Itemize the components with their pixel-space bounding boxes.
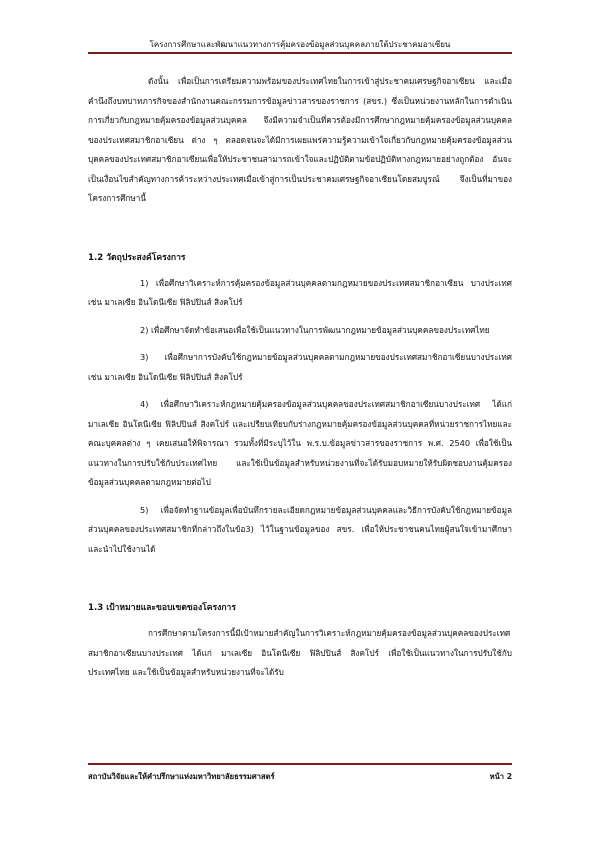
footer-divider bbox=[88, 763, 512, 765]
objective-item: 3) เพื่อศึกษาการบังคับใช้กฎหมายข้อมูลส่วนบุคคลตามกฎหมายของประเทศสมาชิกอาเซียนบางประเทศ เช่น มาเลเซีย อินโดนีเซีย ฟิลิปปินส์ สิงคโปร์ bbox=[88, 352, 512, 382]
page-number: หน้า 2 bbox=[489, 772, 512, 781]
objective-item: 5) เพื่อจัดทำฐานข้อมูลเพื่อบันทึกรายละเอียดกฎหมายข้อมูลส่วนบุคคลและวิธีการบังคับใช้กฎหมายข้อมูลส่วนบุคคลของประเทศสมาชิกที่กล่าวถึงในข้อ3) ไว้ในฐานข้อมูลของ สขร. เพื่อให้ประชาชนคนไทยผู้สนใจเข้ามาศึกษาและนำไปใช้งานได้ bbox=[88, 504, 512, 554]
objective-item: 4) เพื่อศึกษาวิเคราะห์กฎหมายคุ้มครองข้อมูลส่วนบุคคลของประเทศสมาชิกอาเซียนบางประเทศ ได้แก่ มาเลเซีย อินโดนีเซีย ฟิลิปปินส์ สิงคโปร์ และเปรียบเทียบกับร่างกฎหมายคุ้มครองข้อมูลส่วนบุคคลที่หน่วยราชการไทยและคณะบุคคลต่าง ๆ เคยเสนอให้พิจารณา รวมทั้งที่มีระบุไว้ใน พ.ร.บ.ข้อมูลข่าวสารของราชการ พ.ศ. 2540 เพื่อใช้เป็นแนวทางในการปรับใช้กับประเทศไทย และใช้เป็นข้อมูลสำหรับหน่วยงานที่จะได้รับมอบหมายให้รับผิดชอบงานคุ้มครองข้อมูลส่วนบุคคลตามกฎหมายต่อไป bbox=[88, 399, 512, 487]
objective-item: 2) เพื่อศึกษาจัดทำข้อเสนอเพื่อใช้เป็นแนวทางในการพัฒนากฎหมายข้อมูลส่วนบุคคลของประเทศไทย bbox=[140, 324, 490, 335]
running-header-title: โครงการศึกษาและพัฒนาแนวทางการคุ้มครองข้อมูลส่วนบุคคลภายใต้ประชาคมอาเซียน bbox=[149, 40, 451, 49]
objective-item: 1) เพื่อศึกษาวิเคราะห์การคุ้มครองข้อมูลส่วนบุคคลตามกฎหมายของประเทศสมาชิกอาเซียน บางประเทศ เช่น มาเลเซีย อินโดนีเซีย ฟิลิปปินส์ สิงคโปร์ bbox=[88, 277, 512, 307]
section-heading-scope: 1.3 เป้าหมายและขอบเขตของโครงการ bbox=[88, 603, 236, 613]
intro-paragraph: ดังนั้น เพื่อเป็นการเตรียมความพร้อมของประเทศไทยในการเข้าสู่ประชาคมเศรษฐกิจอาเซียน และเมื่อคำนึงถึงบทบาทภารกิจของสำนักงานคณะกรรมการข้อมูลข่าวสารของราชการ (สขร.) ซึ่งเป็นหน่วยงานหลักในการดำเนินการเกี่ยวกับกฎหมายคุ้มครองข้อมูลส่วนบุคคล จึงมีความจำเป็นที่ควรต้องมีการศึกษากฎหมายคุ้มครองข้อมูลส่วนบุคคลของประเทศสมาชิกอาเซียน ต่าง ๆ ตลอดจนจะได้มีการเผยแพร่ความรู้ความเข้าใจเกี่ยวกับกฎหมายคุ้มครองข้อมูลส่วนบุคคลของประเทศสมาชิกอาเซียนเพื่อให้ประชาชนสามารถเข้าใจและปฏิบัติตามข้อปฏิบัติทางกฎหมายอย่างถูกต้อง อันจะเป็นเงื่อนไขสำคัญทางการค้าระหว่างประเทศเมื่อเข้าสู่การเป็นประชาคมเศรษฐกิจอาเซียนโดยสมบูรณ์ จึงเป็นที่มาของโครงการศึกษานี้ bbox=[88, 76, 512, 203]
scope-paragraph: การศึกษาตามโครงการนี้มีเป้าหมายสำคัญในการวิเคราะห์กฎหมายคุ้มครองข้อมูลส่วนบุคคลของประเทศสมาชิกอาเซียนบางประเทศ ได้แก่ มาเลเซีย อินโดนีเซีย ฟิลิปปินส์ สิงคโปร์ เพื่อใช้เป็นแนวทางในการปรับใช้กับประเทศไทย และใช้เป็นข้อมูลสำหรับหน่วยงานที่จะได้รับ bbox=[88, 628, 512, 677]
spacer bbox=[88, 559, 512, 599]
body-text bbox=[88, 72, 512, 683]
spacer bbox=[88, 209, 512, 249]
header-divider bbox=[88, 52, 512, 54]
section-heading-objectives: 1.2 วัตถุประสงค์โครงการ bbox=[88, 252, 186, 263]
footer-institution: สถาบันวิจัยและให้คำปรึกษาแห่งมหาวิทยาลัยธรรมศาสตร์ bbox=[88, 772, 275, 781]
